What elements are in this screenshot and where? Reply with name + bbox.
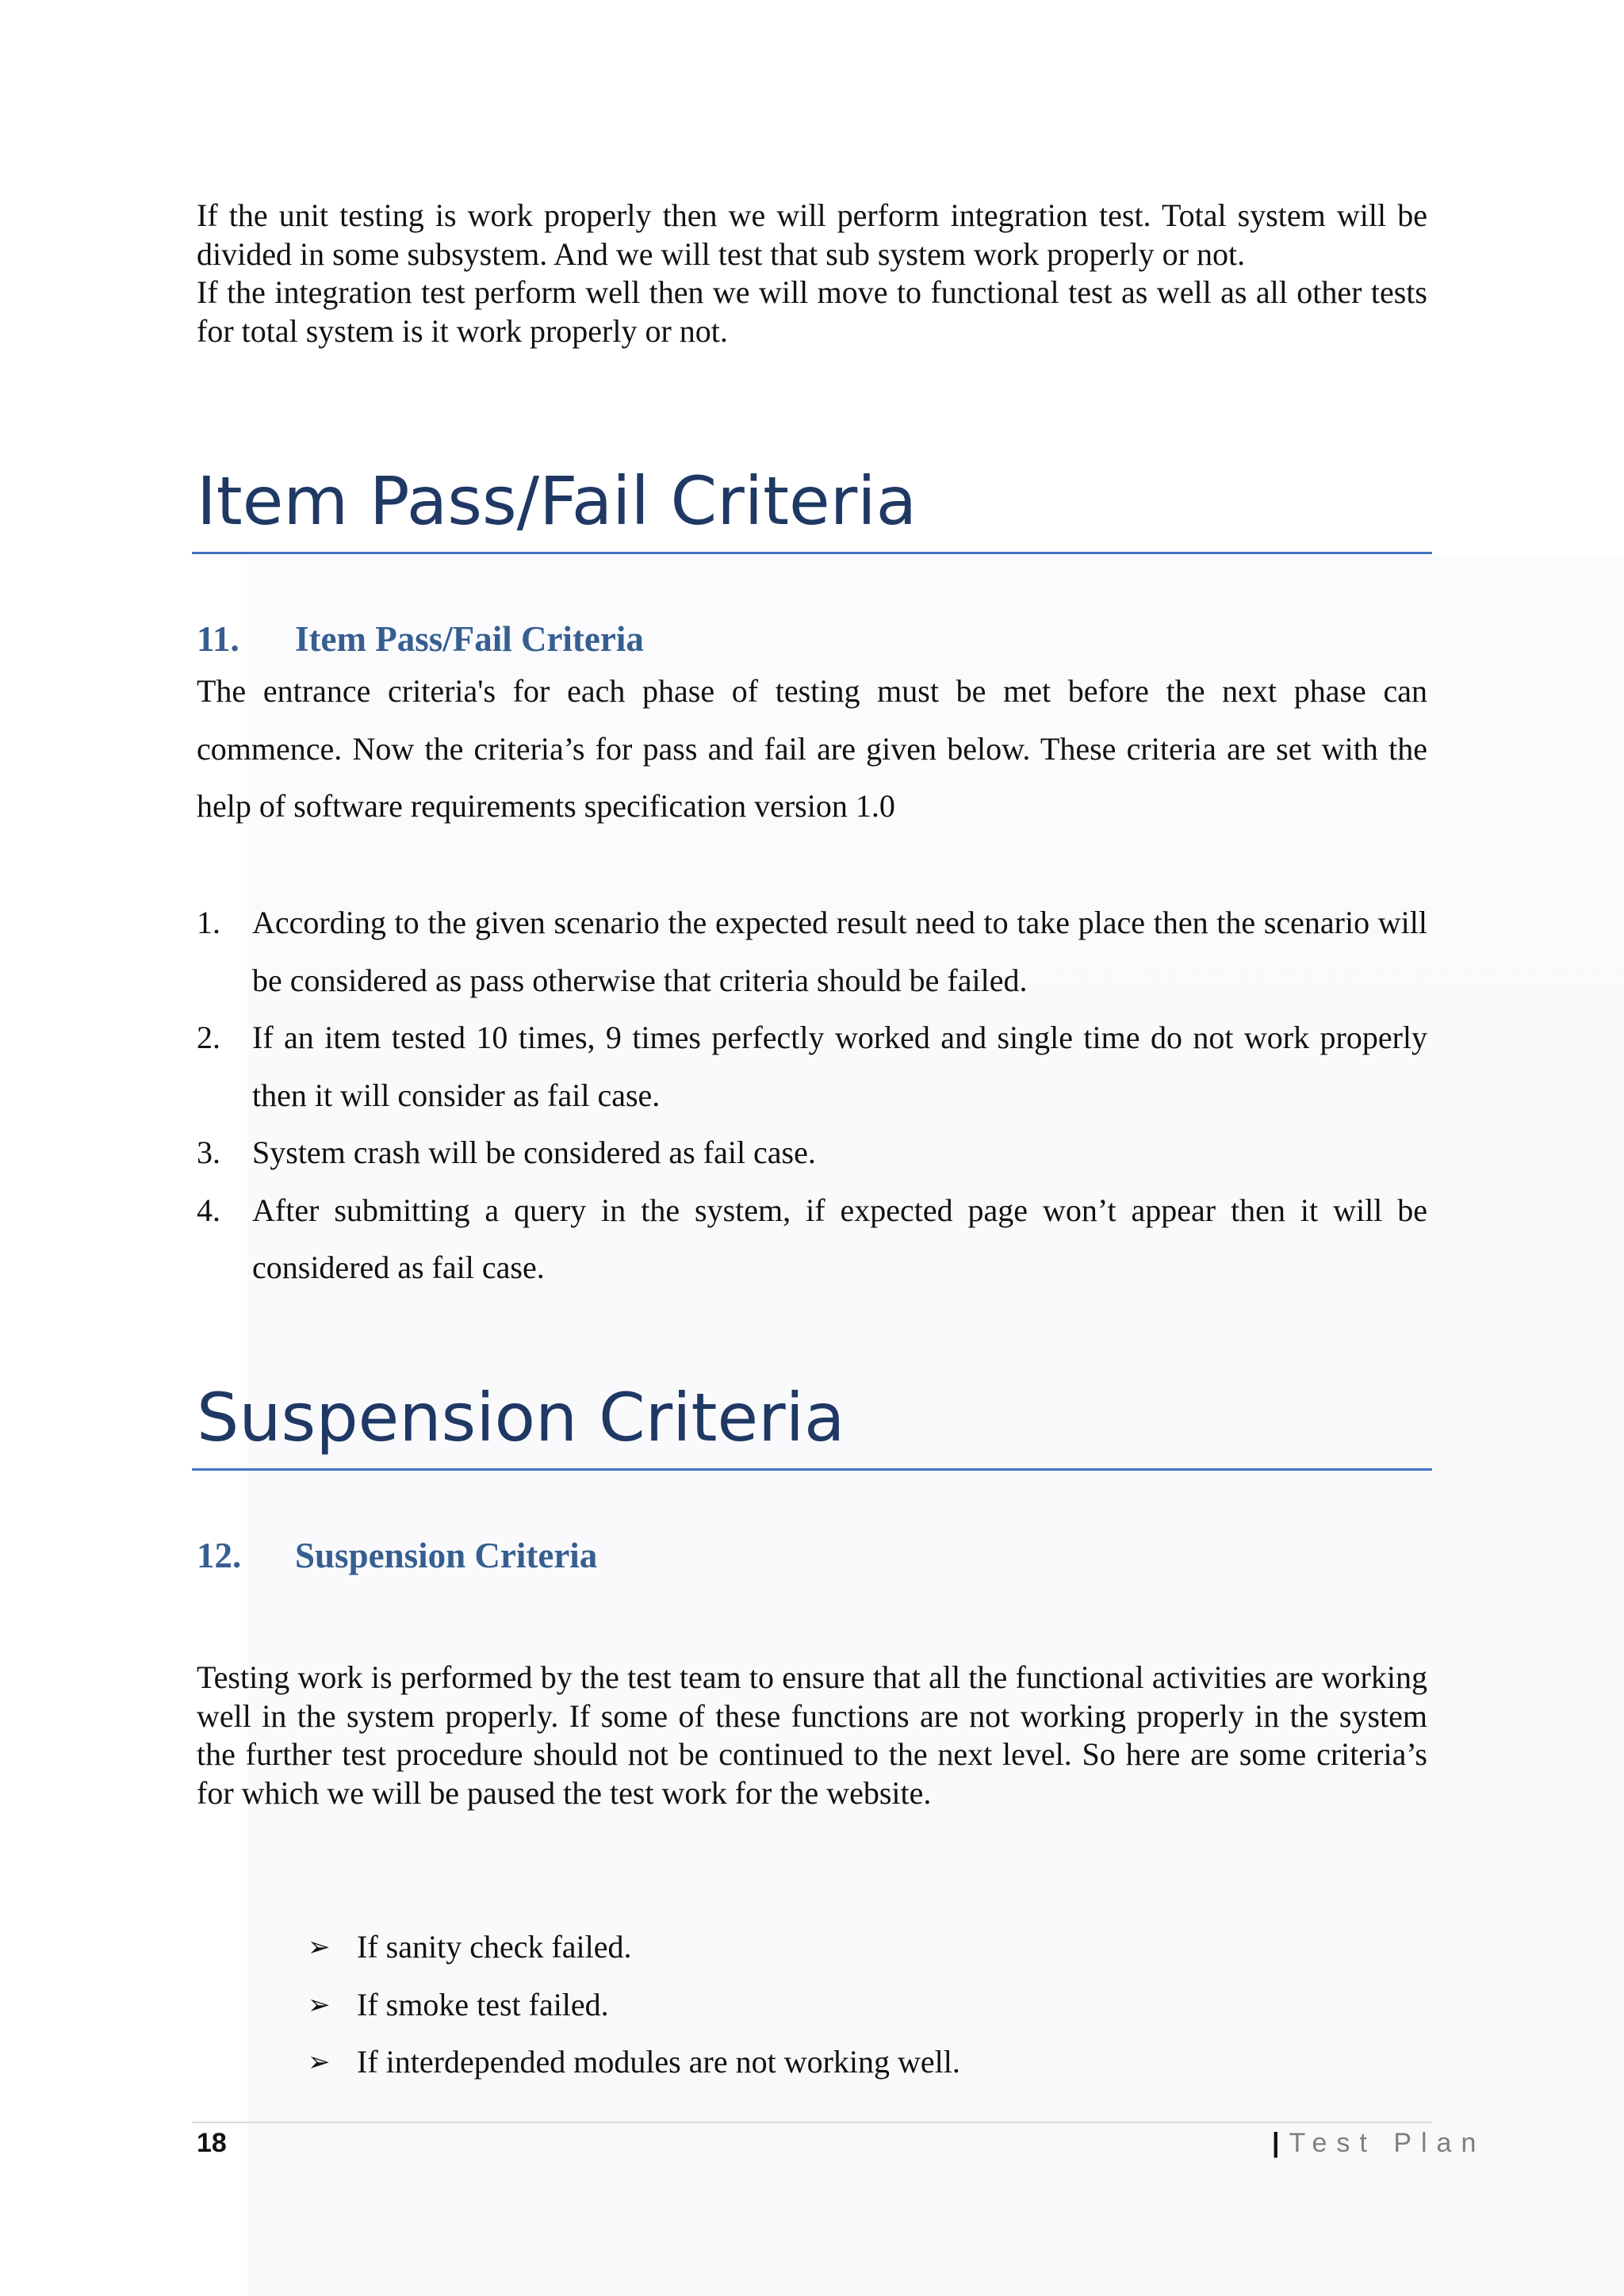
- pass-fail-criteria-list: [197, 894, 1427, 1297]
- subheading-number: 12.: [197, 1536, 242, 1575]
- pass-fail-criteria-list-wrap: [197, 894, 1427, 1297]
- page-number: 18: [197, 2128, 227, 2158]
- list-item-number: 1.: [197, 905, 220, 940]
- footer-doc-label: [1272, 2128, 1485, 2159]
- heading-rule: [192, 552, 1432, 554]
- list-item-number: 2.: [197, 1020, 220, 1055]
- list-item: [197, 1182, 1427, 1297]
- intro-section: [197, 197, 1427, 350]
- list-item: [197, 894, 1427, 1009]
- subheading-suspension: [197, 1535, 597, 1576]
- list-item: [308, 1919, 960, 1976]
- list-item-text: If interdepended modules are not working well.: [357, 2044, 960, 2080]
- arrow-bullet-icon: ➢: [308, 1931, 331, 1963]
- footer-separator: |: [1272, 2128, 1280, 2158]
- arrow-bullet-icon: ➢: [308, 1988, 331, 2021]
- subheading-pass-fail: [197, 618, 644, 660]
- intro-paragraph-1: If the unit testing is work properly then we will perform integration test. Total system will be divided in some subsystem. And we will test that sub system work properly or not.: [197, 197, 1427, 272]
- list-item-number: 3.: [197, 1135, 220, 1170]
- footer-divider: [192, 2122, 1432, 2123]
- list-item-text: If smoke test failed.: [357, 1986, 609, 2022]
- list-item-text: After submitting a query in the system, if expected page won’t appear then it will be considered as fail case.: [252, 1192, 1427, 1285]
- intro-paragraph-2: If the integration test perform well then we will move to functional test as well as all other tests for total system is it work properly or not.: [197, 274, 1427, 349]
- list-item-text: If sanity check failed.: [357, 1929, 632, 1965]
- pass-fail-body: [197, 663, 1427, 836]
- section-heading-suspension-wrap: [197, 1378, 1427, 1457]
- list-item: [308, 2034, 960, 2091]
- suspension-bullet-list: [308, 1919, 960, 2091]
- list-item: [197, 1009, 1427, 1124]
- subheading-title: Item Pass/Fail Criteria: [295, 619, 644, 659]
- section-heading-suspension: Suspension Criteria: [197, 1379, 845, 1456]
- list-item-number: 4.: [197, 1192, 220, 1228]
- subheading-number: 11.: [197, 619, 239, 659]
- footer-doc-title: Test Plan: [1289, 2128, 1486, 2158]
- list-item: [197, 1124, 1427, 1182]
- list-item-text: According to the given scenario the expected result need to take place then the scenario will be considered as pass otherwise that criteria should be failed.: [252, 905, 1427, 998]
- arrow-bullet-icon: ➢: [308, 2046, 331, 2078]
- list-item-text: If an item tested 10 times, 9 times perfectly worked and single time do not work properly then it will consider as fail case.: [252, 1020, 1427, 1113]
- subheading-title: Suspension Criteria: [295, 1536, 598, 1575]
- section-heading-pass-fail-wrap: [197, 461, 1427, 541]
- list-item: [308, 1976, 960, 2034]
- suspension-paragraph: Testing work is performed by the test team to ensure that all the functional activities are working well in the system properly. If some of these functions are not working properly in the system the further test procedure should not be continued to the next level. So here are some criteria’s for which we will be paused the test work for the website.: [197, 1659, 1427, 1811]
- heading-rule: [192, 1468, 1432, 1471]
- pass-fail-paragraph: The entrance criteria's for each phase of testing must be met before the next phase can commence. Now the criteria’s for pass and fail are given below. These criteria are set with the help of software requirements specification version 1.0: [197, 673, 1427, 824]
- section-heading-pass-fail: Item Pass/Fail Criteria: [197, 462, 917, 540]
- suspension-body: [197, 1659, 1427, 1812]
- list-item-text: System crash will be considered as fail case.: [252, 1135, 816, 1170]
